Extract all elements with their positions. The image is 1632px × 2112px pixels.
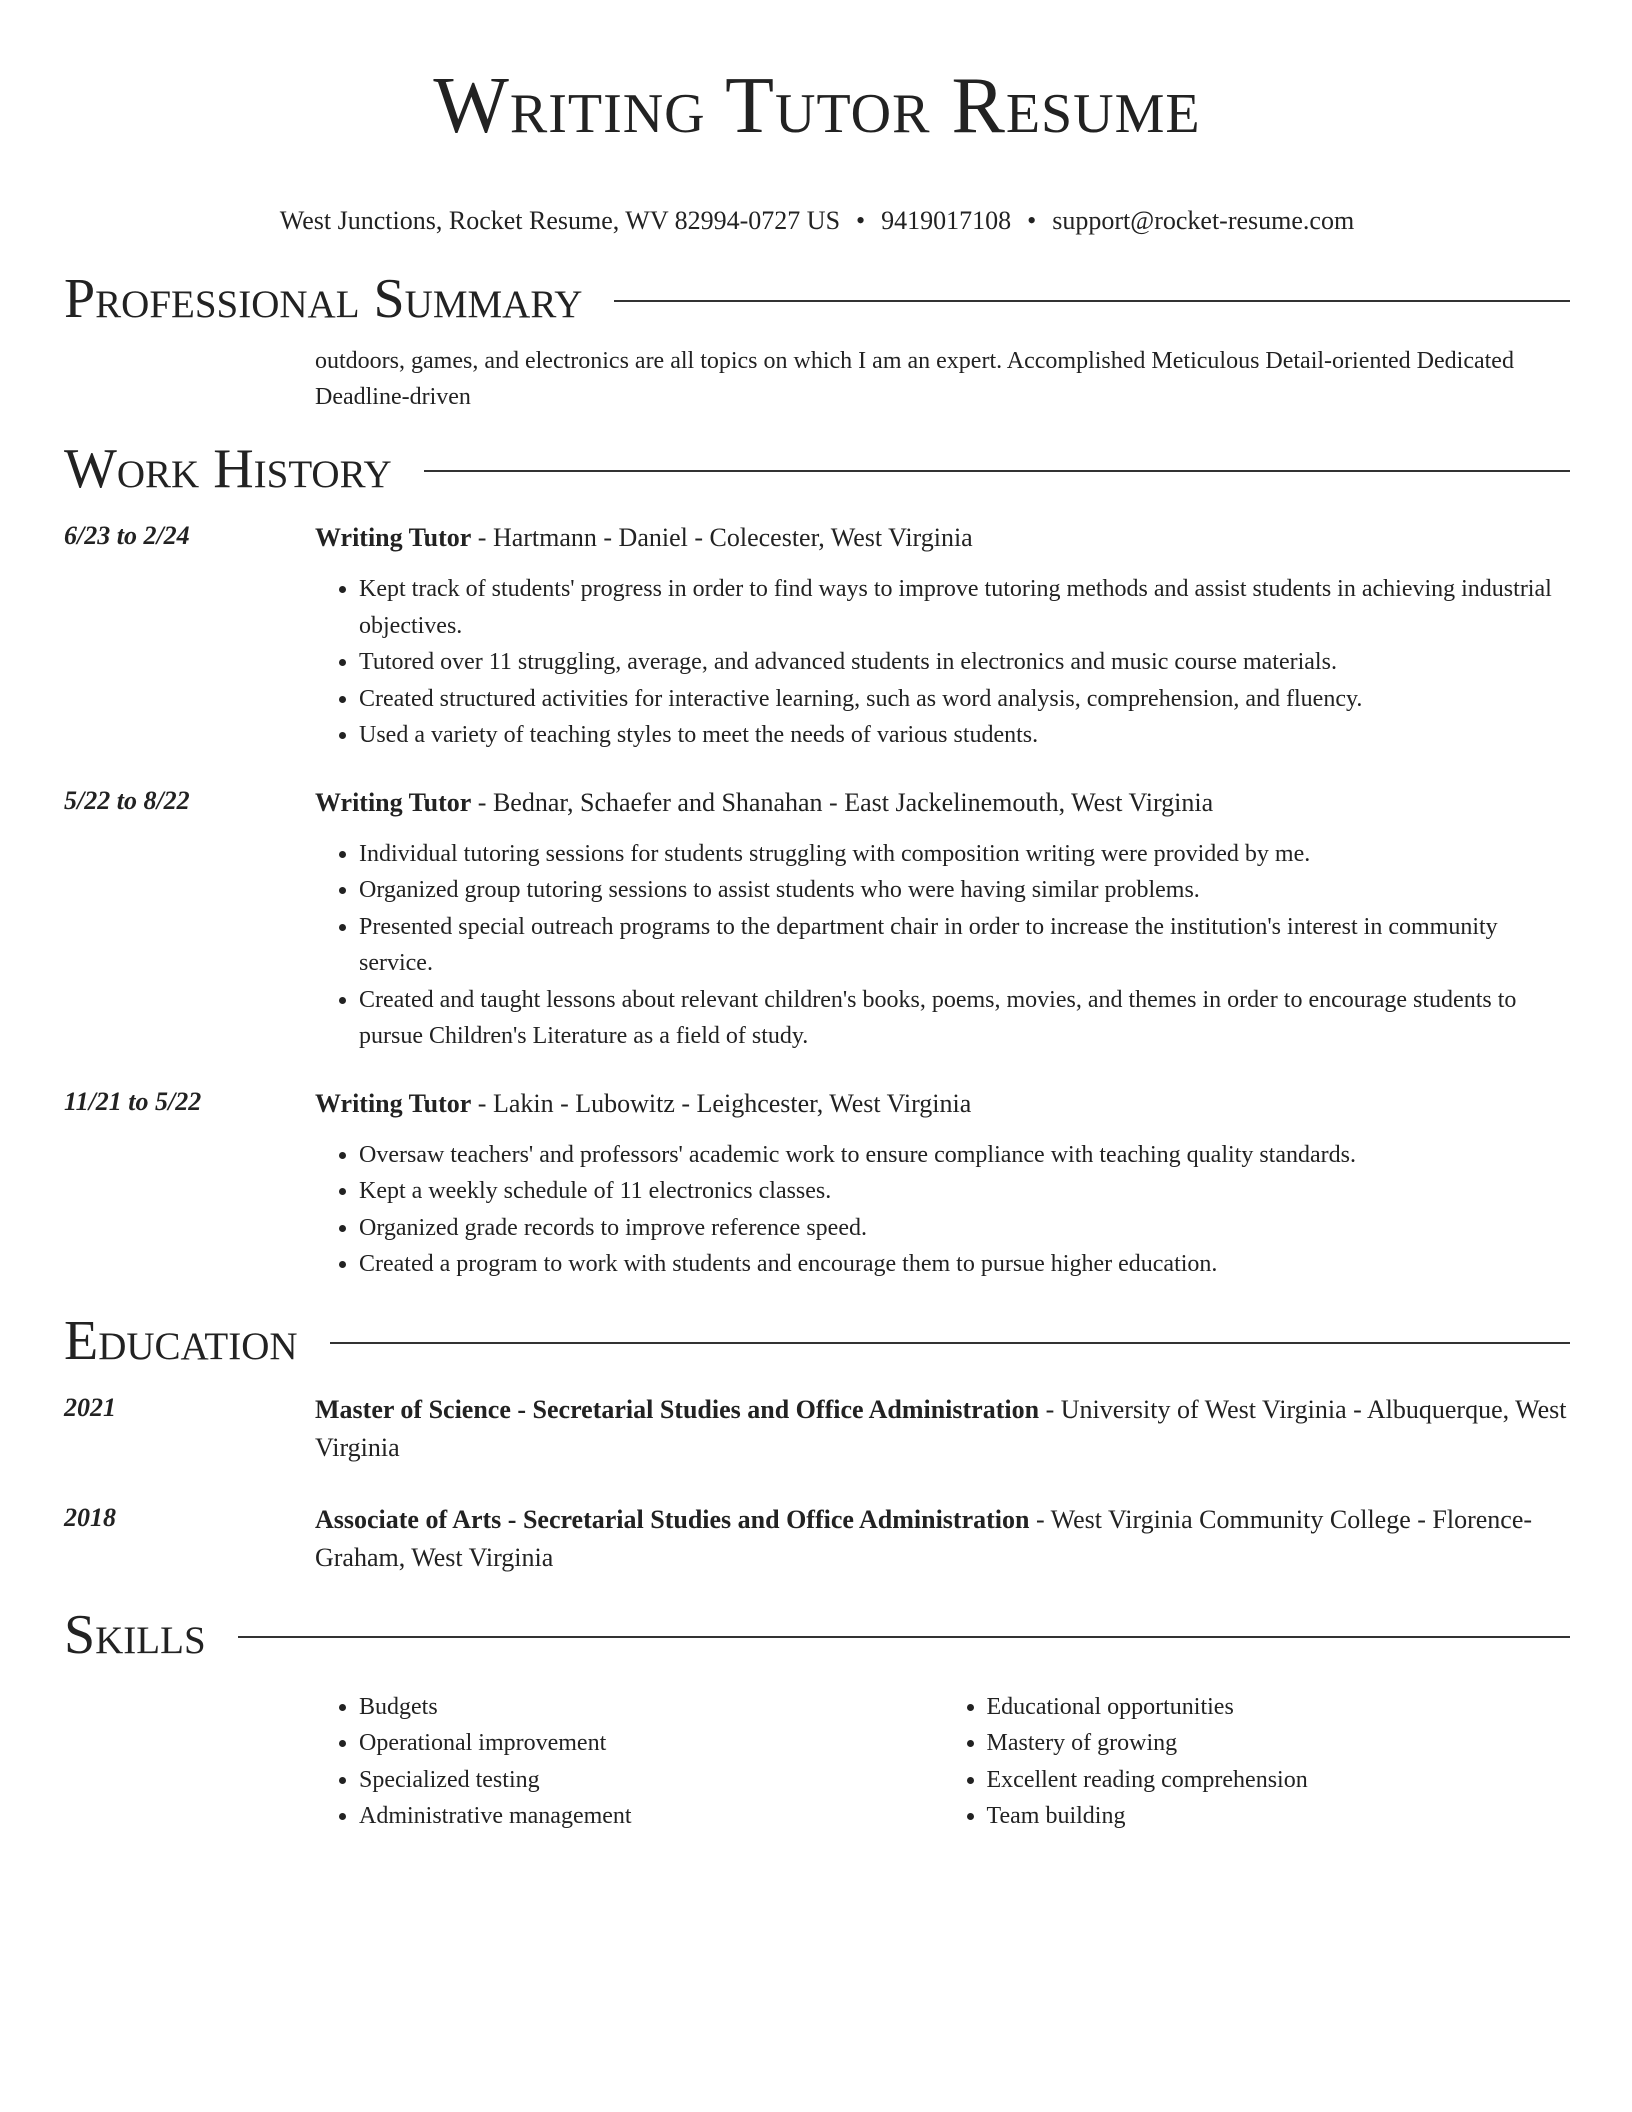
list-item: • Administrative management xyxy=(359,1798,943,1835)
education-year: 2018 xyxy=(64,1502,116,1532)
education-entry xyxy=(64,1501,1570,1577)
skills-column-right xyxy=(943,1689,1571,1835)
section-divider xyxy=(330,1342,1570,1344)
job-details: - Bednar, Schaefer and Shanahan - East Jackelinemouth, West Virginia xyxy=(471,787,1214,817)
job-position: Writing Tutor xyxy=(315,523,472,552)
work-section-title: Work History xyxy=(64,438,392,500)
skills-row xyxy=(64,1689,1570,1835)
education-year: 2021 xyxy=(64,1392,116,1422)
list-item: • Specialized testing xyxy=(359,1762,943,1799)
list-item: • Created a program to work with students and encourage them to pursue higher education. xyxy=(359,1246,1570,1283)
list-item: • Individual tutoring sessions for students struggling with composition writing were provided by me. xyxy=(359,836,1570,873)
job-dates: 11/21 to 5/22 xyxy=(64,1086,202,1116)
education-heading xyxy=(315,1501,1570,1577)
list-item: • Used a variety of teaching styles to meet the needs of various students. xyxy=(359,717,1570,754)
section-divider xyxy=(614,300,1570,302)
skills-section-header xyxy=(64,1603,1570,1667)
list-item: • Budgets xyxy=(359,1689,943,1726)
education-details: - West Virginia Community College - Florence-Graham, West Virginia xyxy=(315,1504,1533,1572)
job-entry xyxy=(64,1085,1570,1283)
contact-email: support@rocket-resume.com xyxy=(1052,206,1355,235)
summary-section-title: Professional Summary xyxy=(64,268,583,330)
list-item: • Oversaw teachers' and professors' academic work to ensure compliance with teaching quality standards. xyxy=(359,1137,1570,1174)
contact-phone: 9419017108 xyxy=(881,206,1012,235)
list-item: • Kept track of students' progress in order to find ways to improve tutoring methods and assist students in achieving industrial objectives. xyxy=(359,571,1570,644)
list-item: • Tutored over 11 struggling, average, and advanced students in electronics and music course materials. xyxy=(359,644,1570,681)
education-section-title: Education xyxy=(64,1309,298,1372)
job-details: - Lakin - Lubowitz - Leighcester, West Virginia xyxy=(471,1088,972,1118)
list-item: • Created and taught lessons about relevant children's books, poems, movies, and themes in order to encourage students to pursue Children's Literature as a field of study. xyxy=(359,982,1570,1055)
job-position: Writing Tutor xyxy=(315,1088,472,1118)
job-dates: 6/23 to 2/24 xyxy=(64,521,190,550)
contact-separator: • xyxy=(856,206,866,235)
skills-section-title: Skills xyxy=(64,1603,206,1666)
job-bullets xyxy=(315,571,1570,754)
job-details: - Hartmann - Daniel - Colecester, West Virginia xyxy=(471,523,973,552)
list-item: • Kept a weekly schedule of 11 electronics classes. xyxy=(359,1173,1570,1210)
job-dates: 5/22 to 8/22 xyxy=(64,785,190,815)
list-item: • Presented special outreach programs to the department chair in order to increase the institution's interest in community service. xyxy=(359,909,1570,982)
page-title: Writing Tutor Resume xyxy=(433,62,1201,150)
list-item: • Created structured activities for interactive learning, such as word analysis, comprehension, and fluency. xyxy=(359,681,1570,718)
job-bullets xyxy=(315,836,1570,1055)
section-divider xyxy=(238,1636,1570,1638)
job-bullets xyxy=(315,1137,1570,1283)
resume-page xyxy=(64,0,1570,1835)
summary-section-header xyxy=(64,267,1570,331)
education-details: - University of West Virginia - Albuquerque, West Virginia xyxy=(315,1394,1567,1462)
list-item: • Operational improvement xyxy=(359,1725,943,1762)
education-section-header xyxy=(64,1309,1570,1373)
list-item: • Organized group tutoring sessions to assist students who were having similar problems. xyxy=(359,872,1570,909)
education-degree: Master of Science - Secretarial Studies and Office Administration xyxy=(315,1394,1040,1424)
job-entry xyxy=(64,784,1570,1055)
list-item: • Mastery of growing xyxy=(987,1725,1571,1762)
job-position: Writing Tutor xyxy=(315,787,472,817)
list-item: • Team building xyxy=(987,1798,1571,1835)
skills-list xyxy=(315,1689,1570,1835)
job-entry xyxy=(64,519,1570,754)
job-heading xyxy=(315,519,1570,557)
job-heading xyxy=(315,1085,1570,1123)
summary-row xyxy=(64,343,1570,415)
contact-separator: • xyxy=(1027,206,1037,235)
education-entry xyxy=(64,1391,1570,1467)
contact-address: West Junctions, Rocket Resume, WV 82994-0727 US xyxy=(279,206,841,235)
contact-line xyxy=(64,204,1570,238)
education-degree: Associate of Arts - Secretarial Studies and Office Administration xyxy=(315,1504,1030,1534)
summary-text: outdoors, games, and electronics are all topics on which I am an expert. Accomplished Meticulous Detail-oriented Dedicated Deadline-driven xyxy=(315,348,1514,410)
job-heading xyxy=(315,784,1570,822)
list-item: • Organized grade records to improve reference speed. xyxy=(359,1210,1570,1247)
education-heading xyxy=(315,1391,1570,1467)
section-divider xyxy=(424,470,1570,472)
list-item: • Educational opportunities xyxy=(987,1689,1571,1726)
skills-column-left xyxy=(315,1689,943,1835)
list-item: • Excellent reading comprehension xyxy=(987,1762,1571,1799)
work-section-header xyxy=(64,437,1570,501)
